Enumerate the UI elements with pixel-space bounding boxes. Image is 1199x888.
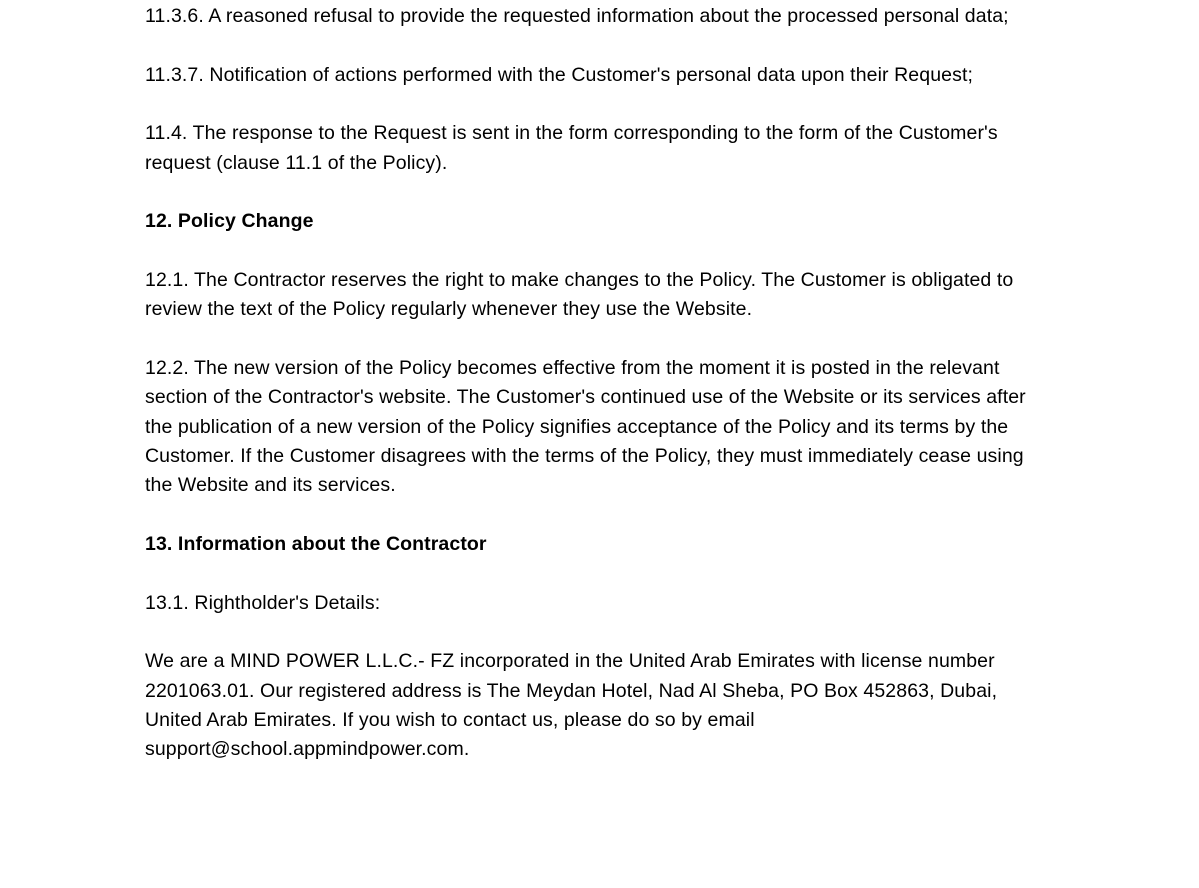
paragraph: 11.4. The response to the Request is sent in the form corresponding to the form of the Customer's request (clause 11.1 of the Policy). — [145, 122, 998, 174]
paragraph: 11.3.6. A reasoned refusal to provide the requested information about the processed personal data; — [145, 5, 1009, 27]
section-heading: 13. Information about the Contractor — [145, 532, 487, 555]
paragraph: 11.3.7. Notification of actions performed with the Customer's personal data upon their Request; — [145, 63, 973, 86]
paragraph: We are a MIND POWER L.L.C.- FZ incorporated in the United Arab Emirates with license number 2201063.01. Our registered address is The Meydan Hotel, Nad Al Sheba, PO Box 452863, Dubai, United Arab Emirates. If you wish to contact us, please do so by email support@school.appmindpower.com. — [145, 650, 998, 761]
paragraph: 12.2. The new version of the Policy becomes effective from the moment it is posted in the relevant section of the Contractor's website. The Customer's continued use of the Website or its services after the publication of a new version of the Policy signifies acceptance of the Policy and its terms by the Customer. If the Customer disagrees with the terms of the Policy, they must immediately cease using the Website and its services. — [145, 356, 1026, 497]
paragraph: 13.1. Rightholder's Details: — [145, 591, 381, 614]
document-body — [145, 2, 1053, 765]
paragraph: 12.1. The Contractor reserves the right to make changes to the Policy. The Customer is obligated to review the text of the Policy regularly whenever they use the Website. — [145, 268, 1014, 321]
section-heading: 12. Policy Change — [145, 210, 314, 233]
